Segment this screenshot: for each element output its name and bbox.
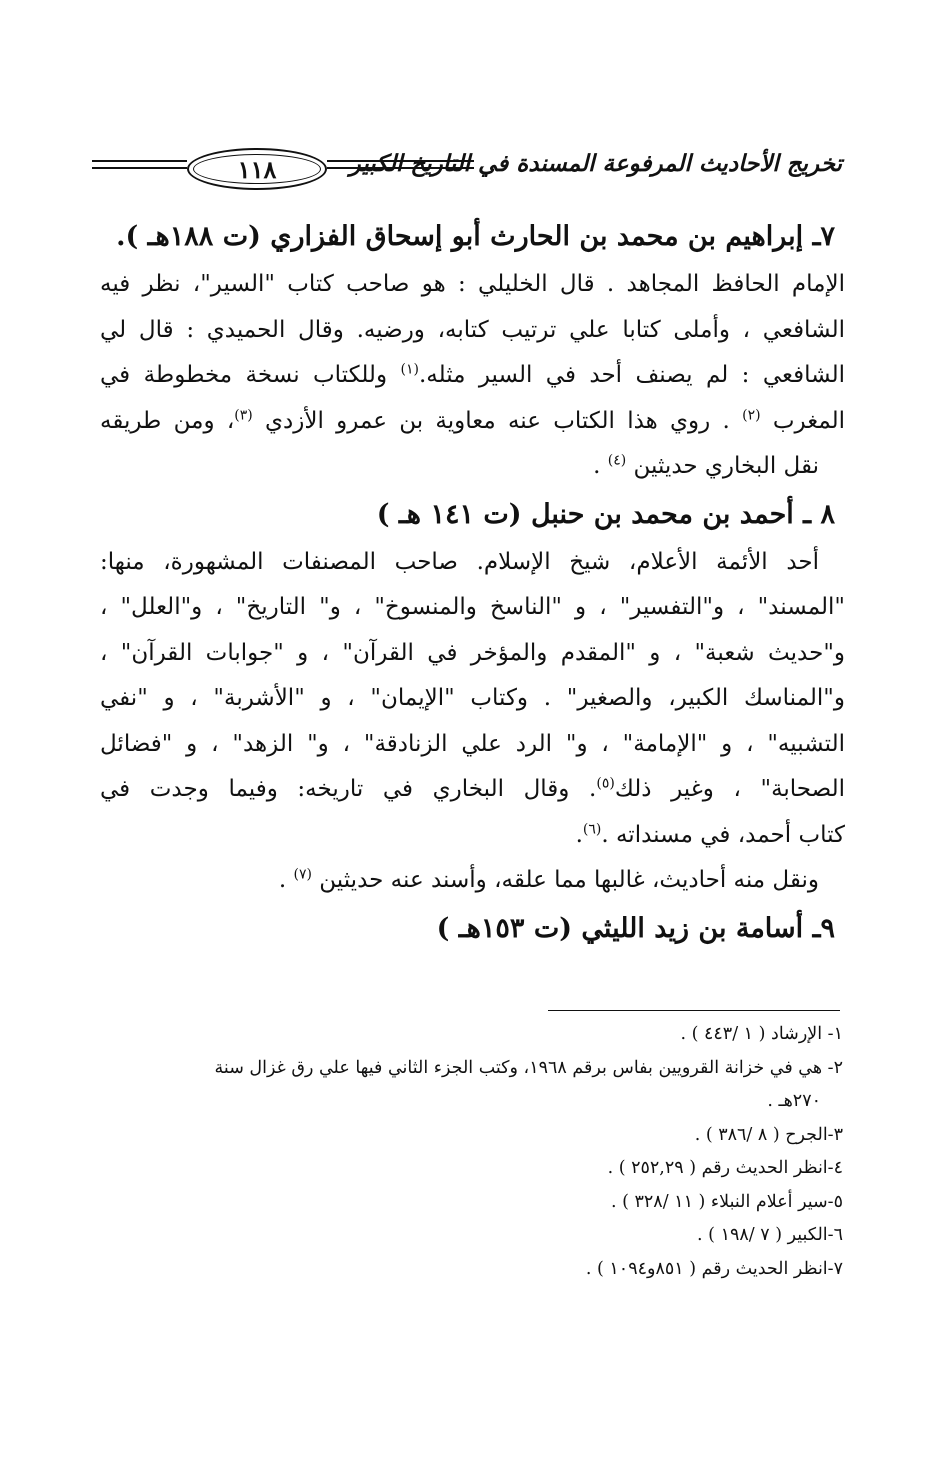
footnote-item	[96, 1052, 843, 1119]
text-segment: نقل البخاري حديثين	[633, 453, 819, 479]
text-line	[100, 353, 845, 399]
running-header	[92, 148, 842, 194]
footnote-separator	[548, 1010, 840, 1011]
entry-heading-7: ٧ـ إبراهيم بن محمد بن الحارث أبو إسحاق الفزاري (ت ١٨٨هـ ).	[116, 221, 835, 252]
text-line: "المسند" ، و"التفسير" ، و "الناسخ والمنسوخ" ، و" التاريخ" ، و"العلل" ،	[100, 594, 845, 620]
text-line: نقل البخاري حديثين $^{(٤)}$ .	[593, 452, 819, 479]
footnote-mark: (١)	[400, 361, 419, 378]
footnote-text: ٢- هي في خزانة القرويين بفاس برقم ١٩٦٨، وكتب الجزء الثاني فيها علي رق غزال سنة	[214, 1057, 843, 1078]
footnote-item: ٥-سير أعلام النبلاء ( ١١ /٣٢٨ ) .	[610, 1191, 843, 1212]
footnotes	[96, 1018, 843, 1286]
header-rule-left	[92, 160, 187, 169]
text-segment: الصحابة" ، وغير ذلك	[614, 776, 846, 802]
footnote-mark: (٣)	[234, 406, 253, 423]
text-line: أحد الأئمة الأعلام، شيخ الإسلام. صاحب المصنفات المشهورة، منها:	[100, 548, 819, 575]
page-body	[100, 212, 845, 954]
page-number: ١١٨	[237, 154, 277, 184]
text-line: الإمام الحافظ المجاهد . قال الخليلي : هو صاحب كتاب "السير"، نظر فيه	[100, 271, 845, 297]
text-segment: ونقل منه أحاديث، غالبها مما علقه، وأسند عنه حديثين	[319, 867, 819, 893]
text-segment: ، ومن طريقه	[100, 407, 235, 434]
footnote-mark: (٦)	[582, 820, 602, 837]
footnote-mark: (٥)	[596, 775, 615, 792]
text-segment: وللكتاب نسخة مخطوطة في	[100, 362, 388, 388]
footnote-item: ٧-انظر الحديث رقم ( ٨٥١و١٠٩٤ ) .	[585, 1258, 843, 1279]
footnote-item: ٤-انظر الحديث رقم ( ٢٥٢,٢٩ ) .	[607, 1158, 843, 1178]
text-line	[100, 399, 845, 445]
footnote-item: ٦-الكبير ( ٧ /١٩٨ ) .	[697, 1225, 843, 1245]
entry-text-8	[100, 540, 845, 904]
text-segment: المغرب	[772, 407, 846, 434]
header-title: تخريج الأحاديث المرفوعة المسندة في التاريخ الكبير	[349, 150, 842, 177]
footnote-mark: (٢)	[742, 406, 761, 423]
footnote-mark: (٤)	[607, 452, 627, 469]
header-rule	[327, 160, 474, 169]
text-line: التشبيه" ، و "الإمامة" ، و" الرد علي الزنادقة" ، و" الزهد" ، و "فضائل	[100, 730, 845, 757]
text-segment: كتاب أحمد، في مسنداته .	[601, 821, 845, 848]
page-number-oval	[187, 148, 327, 190]
text-line: الشافعي ، وأملى كتابا علي ترتيب كتابه، ورضيه. وقال الحميدي : قال لي	[100, 316, 845, 343]
text-line	[100, 767, 845, 813]
footnote-item: ١- الإرشاد ( ١ /٤٤٣ ) .	[680, 1024, 843, 1044]
text-segment: . روي هذا الكتاب عنه معاوية بن عمرو الأزدي	[265, 407, 730, 434]
footnote-continuation: ٢٧٠هـ .	[767, 1091, 821, 1111]
text-segment: . وقال البخاري في تاريخه: وفيما وجدت في	[100, 776, 597, 802]
entry-heading-8: ٨ ـ أحمد بن محمد بن حنبل (ت ١٤١ هـ )	[376, 498, 835, 530]
text-line: و"حديث شعبة" ، و "المقدم والمؤخر في القرآن" ، و "جوابات القرآن" ،	[100, 639, 845, 666]
footnote-item: ٣-الجرح ( ٨ /٣٨٦ ) .	[694, 1124, 843, 1145]
text-line: ونقل منه أحاديث، غالبها مما علقه، وأسند عنه حديثين $^{(٧)}$ .	[278, 866, 819, 893]
text-line: كتاب أحمد، في مسنداته .$^{(٦)}$.	[575, 820, 845, 848]
text-line: و"المناسك الكبير، والصغير" . وكتاب "الإيمان" ، و "الأشربة" ، و "نفي	[100, 685, 845, 711]
entry-text-7	[100, 262, 845, 490]
text-segment: الشافعي : لم يصنف أحد في السير مثله.	[418, 362, 846, 388]
entry-heading-9: ٩ـ أسامة بن زيد الليثي (ت ١٥٣هـ )	[436, 912, 835, 944]
footnote-mark: (٧)	[293, 866, 312, 883]
